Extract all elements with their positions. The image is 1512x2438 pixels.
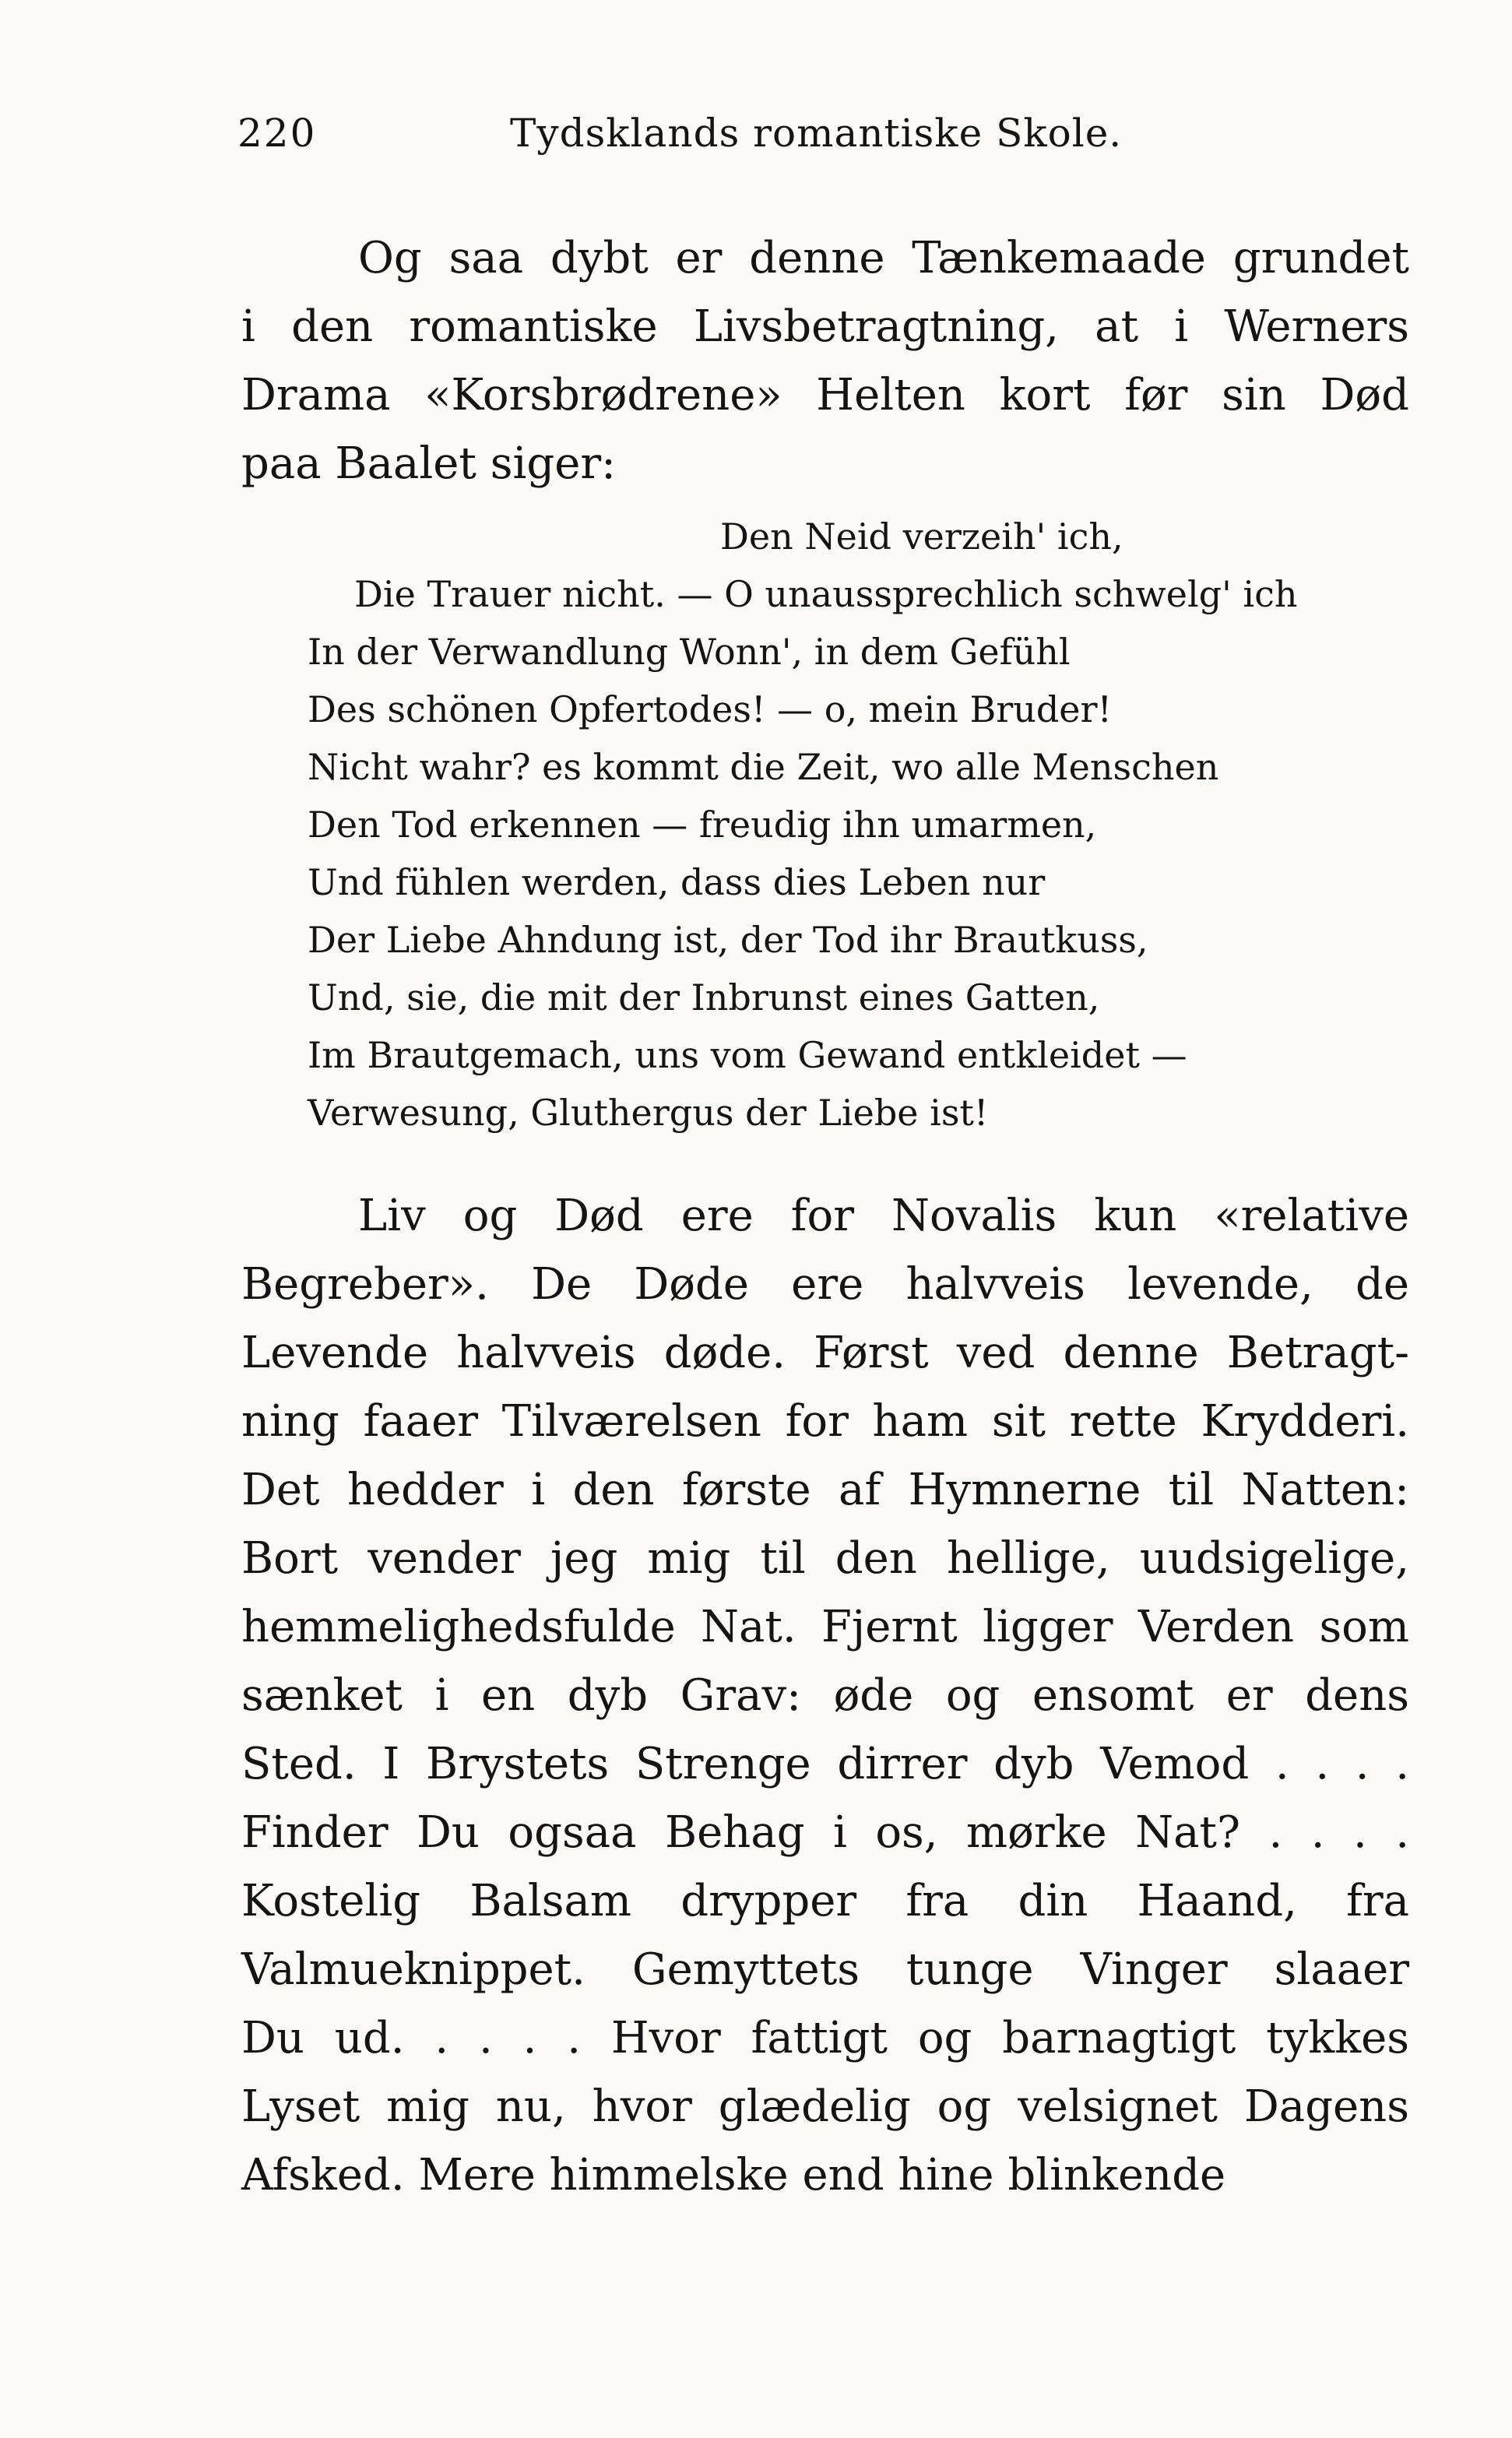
verse-line: Der Liebe Ahndung ist, der Tod ihr Brautkuss,: [308, 919, 1148, 961]
text-line: Valmueknippet. Gemyttets tunge Vinger slaaer: [241, 1944, 1409, 1995]
verse-line: Nicht wahr? es kommt die Zeit, wo alle Menschen: [308, 746, 1219, 788]
text-line: Lyset mig nu, hvor glædelig og velsignet Dagens: [241, 2081, 1409, 2132]
verse-line: Verwesung, Gluthergus der Liebe ist!: [308, 1092, 989, 1134]
verse-line: Den Tod erkennen — freudig ihn umarmen,: [308, 804, 1097, 846]
page-header: [237, 111, 1413, 165]
paragraph-novalis: [241, 1182, 1409, 2210]
text-line: Liv og Død ere for Novalis kun «relative: [358, 1191, 1409, 1241]
text-line: Finder Du ogsaa Behag i os, mørke Nat? . . . .: [241, 1807, 1409, 1858]
text-line: Du ud. . . . . Hvor fattigt og barnagtigt tykkes: [241, 2013, 1409, 2063]
verse-line: Und, sie, die mit der Inbrunst eines Gatten,: [308, 976, 1100, 1018]
text-line: paa Baalet siger:: [241, 438, 616, 489]
text-line: hemmelighedsfulde Nat. Fjernt ligger Verden som: [241, 1602, 1409, 1652]
text-line: Levende halvveis døde. Først ved denne Betragt-: [241, 1328, 1409, 1378]
verse-line: In der Verwandlung Wonn', in dem Gefühl: [308, 631, 1071, 673]
verse-line: Die Trauer nicht. — O unaussprechlich schwelg' ich: [354, 573, 1298, 615]
text-line: Bort vender jeg mig til den hellige, uudsigelige,: [241, 1533, 1409, 1584]
page-number: 220: [237, 111, 317, 156]
paragraph-intro: [241, 224, 1409, 498]
verse-line: Des schönen Opfertodes! — o, mein Bruder!: [308, 688, 1113, 730]
text-line: ning faaer Tilværelsen for ham sit rette Krydderi.: [241, 1396, 1409, 1447]
text-line: Det hedder i den første af Hymnerne til Natten:: [241, 1465, 1409, 1515]
text-line: sænket i en dyb Grav: øde og ensomt er dens: [241, 1670, 1409, 1721]
verse-line: Und fühlen werden, dass dies Leben nur: [308, 861, 1046, 903]
text-line: Og saa dybt er denne Tænkemaade grundet: [358, 233, 1409, 283]
verse-quotation: [308, 508, 1382, 1142]
verse-line: Den Neid verzeih' ich,: [720, 515, 1123, 558]
text-line: Drama «Korsbrødrene» Helten kort før sin Død: [241, 370, 1409, 420]
text-line: Begreber». De Døde ere halvveis levende, de: [241, 1259, 1409, 1310]
verse-line: Im Brautgemach, uns vom Gewand entkleidet —: [308, 1034, 1187, 1076]
text-line: i den romantiske Livsbetragtning, at i Werners: [241, 301, 1409, 352]
text-line: Kostelig Balsam drypper fra din Haand, fra: [241, 1876, 1409, 1926]
text-line: Afsked. Mere himmelske end hine blinkende: [241, 2150, 1226, 2201]
text-line: Sted. I Brystets Strenge dirrer dyb Vemod . . . .: [241, 1739, 1409, 1789]
running-title: Tydsklands romantiske Skole.: [510, 111, 1123, 156]
